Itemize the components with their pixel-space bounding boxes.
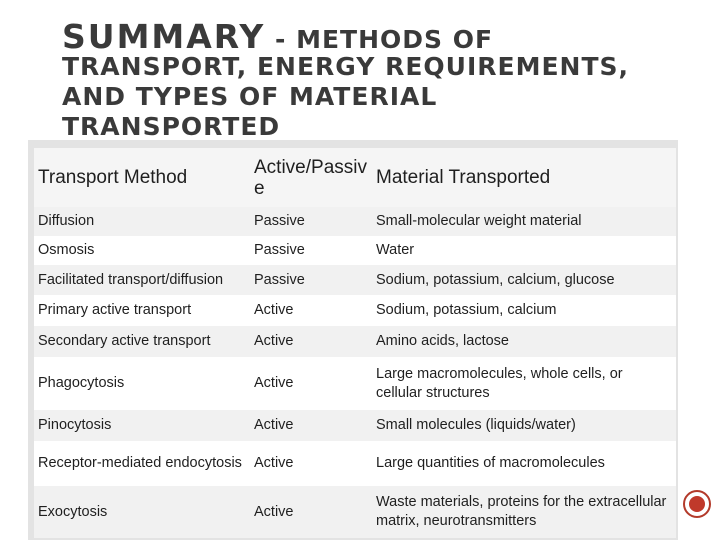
cell-method: Secondary active transport [38, 333, 211, 349]
cell-material: Sodium, potassium, calcium [376, 302, 557, 318]
cell-method: Facilitated transport/diffusion [38, 271, 224, 288]
cell-material: Large macromolecules, whole cells, or cellular structures [376, 365, 623, 401]
cell-type: Passive [254, 271, 305, 288]
cell-method: Receptor-mediated endocytosis [38, 455, 242, 471]
cell-type: Passive [254, 242, 305, 258]
cell-type: Active [254, 375, 294, 391]
cell-method: Osmosis [38, 242, 95, 258]
cell-material: Sodium, potassium, calcium, glucose [376, 271, 615, 288]
cell-type: Passive [254, 213, 305, 229]
table-row [34, 295, 676, 326]
header-transport-method: Transport Method [38, 167, 188, 188]
table-row [34, 207, 676, 236]
title-line-3: AND TYPES OF MATERIAL [62, 82, 438, 111]
cell-type: Active [254, 455, 294, 471]
cell-material: Water [376, 242, 415, 258]
title-line-1 [62, 17, 672, 56]
cell-type: Active [254, 503, 294, 520]
cell-material: Waste materials, proteins for the extracellular matrix, neurotransmitters [376, 494, 667, 529]
table-header-row [34, 148, 676, 207]
title-line-1-rest: - METHODS OF [275, 25, 494, 54]
decorative-circle-icon [683, 490, 711, 518]
table-row [34, 326, 676, 357]
table-row [34, 236, 676, 265]
table-row [34, 441, 676, 486]
cell-type: Active [254, 417, 294, 433]
table-row [34, 265, 676, 295]
cell-method: Primary active transport [38, 302, 192, 318]
cell-material: Large quantities of macromolecules [376, 455, 605, 471]
cell-type: Active [254, 302, 294, 318]
table-row [34, 357, 676, 410]
header-material-transported: Material Transported [376, 167, 551, 188]
title-word-summary: SUMMARY [62, 17, 266, 56]
cell-method: Diffusion [38, 213, 95, 229]
title-line-2: TRANSPORT, ENERGY REQUIREMENTS, [62, 52, 630, 81]
cell-method: Phagocytosis [38, 375, 125, 391]
transport-methods-table [34, 148, 676, 538]
cell-material: Amino acids, lactose [376, 333, 509, 349]
header-active-passive: Active/Passive [254, 156, 367, 199]
cell-material: Small-molecular weight material [376, 213, 582, 229]
cell-method: Exocytosis [38, 503, 108, 520]
page-title [62, 17, 672, 142]
table-row [34, 410, 676, 441]
cell-method: Pinocytosis [38, 417, 112, 433]
cell-type: Active [254, 333, 294, 349]
table-row [34, 486, 676, 538]
cell-material: Small molecules (liquids/water) [376, 417, 576, 433]
title-line-4: TRANSPORTED [62, 112, 281, 141]
